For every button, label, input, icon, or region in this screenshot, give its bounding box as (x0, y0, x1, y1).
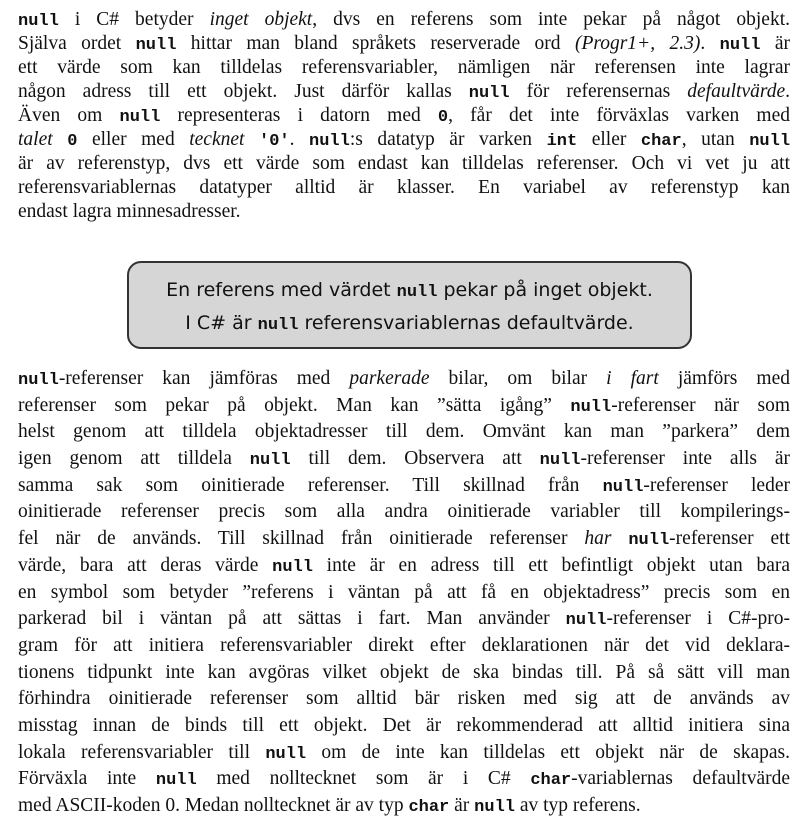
code-keyword: null (628, 531, 670, 551)
text-line: referenser som pekar på objekt. Man kan ”sätta igång” null-referenser när som (18, 394, 791, 417)
text-line: värde, bara att deras värde null inte är en adress till ett befintligt objekt utan bara (18, 554, 791, 577)
emphasis: inget objekt (209, 9, 313, 30)
text-line: En referens med värdet null pekar på inget objekt. (166, 279, 653, 302)
text-line: endast lagra minnesadresser. (18, 201, 241, 222)
text-line: Förväxla inte null med nolltecknet som är i C# char-variablernas defaultvärde (18, 768, 790, 791)
paragraph-intro (18, 8, 790, 224)
text-line: lokala referensvariabler till null om de inte kan tilldelas ett objekt när de skapas. (18, 741, 791, 764)
code-keyword: null (539, 451, 581, 471)
code-keyword: null (18, 12, 59, 31)
emphasis: har (584, 528, 612, 550)
text-line: talet 0 eller med tecknet '0'. null:s datatyp är varken int eller char, utan null (18, 129, 791, 151)
text-line: någon adress till ett objekt. Just därför kallas null för referensernas defaultvärde. (18, 81, 790, 103)
text-line: null-referenser kan jämföras med parkerade bilar, om bilar i fart jämförs med (18, 368, 790, 390)
emphasis: tecknet (189, 129, 245, 150)
code-keyword: null (135, 36, 177, 55)
code-keyword: 0 (67, 132, 78, 151)
text-line: oinitierade referenser precis som alla andra oinitierade variabler till kompilerings- (18, 501, 790, 523)
text-line: samma sak som oinitierade referenser. Till skillnad från null-referenser leder (18, 474, 790, 497)
text-line: igen genom att tilldela null till dem. Observera att null-referenser inte alls är (18, 448, 790, 471)
code-keyword: char (640, 132, 682, 151)
code-keyword: null (396, 283, 438, 302)
callout-box (127, 261, 692, 349)
code-keyword: null (272, 557, 313, 577)
text-line: null i C# betyder inget objekt, dvs en referens som inte pekar på något objekt. (18, 9, 790, 31)
text-line: referensvariablernas datatyper alltid är klasser. En variabel av referenstyp kan (18, 177, 790, 198)
text-line: en symbol som betyder ”referens i väntan på att få en objektadress” precis som en (18, 581, 790, 603)
code-keyword: null (119, 108, 161, 127)
code-keyword: null (570, 397, 612, 417)
text-line: med ASCII-koden 0. Medan nolltecknet är av typ char är null av typ referens. (18, 795, 641, 817)
paragraph-parked-cars (18, 366, 790, 820)
text-line: I C# är null referensvariablernas defaultvärde. (185, 312, 634, 335)
emphasis: defaultvärde (687, 81, 786, 102)
emphasis: parkerade (349, 368, 430, 389)
text-line: Även om null representeras i datorn med 0, får det inte förväxlas varken med (18, 105, 790, 127)
code-keyword: null (565, 611, 607, 631)
code-keyword: null (155, 771, 197, 791)
text-line: ett värde som kan tilldelas referensvariabler, nämligen när referensen inte lagrar (18, 57, 790, 78)
code-keyword: null (719, 36, 761, 55)
text-line: Själva ordet null hittar man bland språkets reserverade ord (Progr1+, 2.3). null är (18, 33, 790, 55)
code-keyword: char (530, 771, 572, 791)
text-line: fel när de används. Till skillnad från oinitierade referenser har null-referenser ett (18, 528, 790, 551)
code-keyword: null (257, 316, 299, 335)
emphasis: talet (18, 129, 53, 150)
code-keyword: 0 (437, 108, 449, 127)
emphasis: (Progr1+, 2.3) (574, 33, 701, 54)
code-keyword: null (265, 744, 307, 764)
text-line: är av referenstyp, dvs ett värde som endast kan tilldelas referenser. Och vi vet ju att (18, 153, 790, 174)
text-line: misstag innan de binds till ett objekt. Det är rekommenderad att alltid initiera sina (18, 714, 790, 736)
text-line: parkerad bil i väntan på att sättas i fart. Man använder null-referenser i C#-pro- (18, 608, 790, 631)
emphasis: i fart (606, 368, 659, 389)
text-line: tionens tidpunkt inte kan avgöras vilket objekt de ska bindas till. På så sätt vill man (18, 661, 790, 683)
code-keyword: null (468, 84, 510, 103)
code-keyword: null (602, 477, 644, 497)
text-line: förhindra oinitierade referenser som alltid bär risken med sig att de används av (18, 688, 790, 710)
code-keyword: char (408, 798, 450, 817)
code-keyword: '0' (259, 132, 290, 151)
text-line: helst genom att tilldela objektadresser till dem. Omvänt kan man ”parkera” dem (18, 421, 790, 443)
text-line: gram för att initiera referensvariabler direkt efter deklarationen när det vid deklara- (18, 634, 790, 656)
code-keyword: null (749, 132, 791, 151)
code-keyword: null (18, 371, 59, 390)
code-keyword: int (546, 132, 578, 151)
code-keyword: null (309, 132, 350, 151)
code-keyword: null (474, 798, 515, 817)
code-keyword: null (249, 451, 291, 471)
